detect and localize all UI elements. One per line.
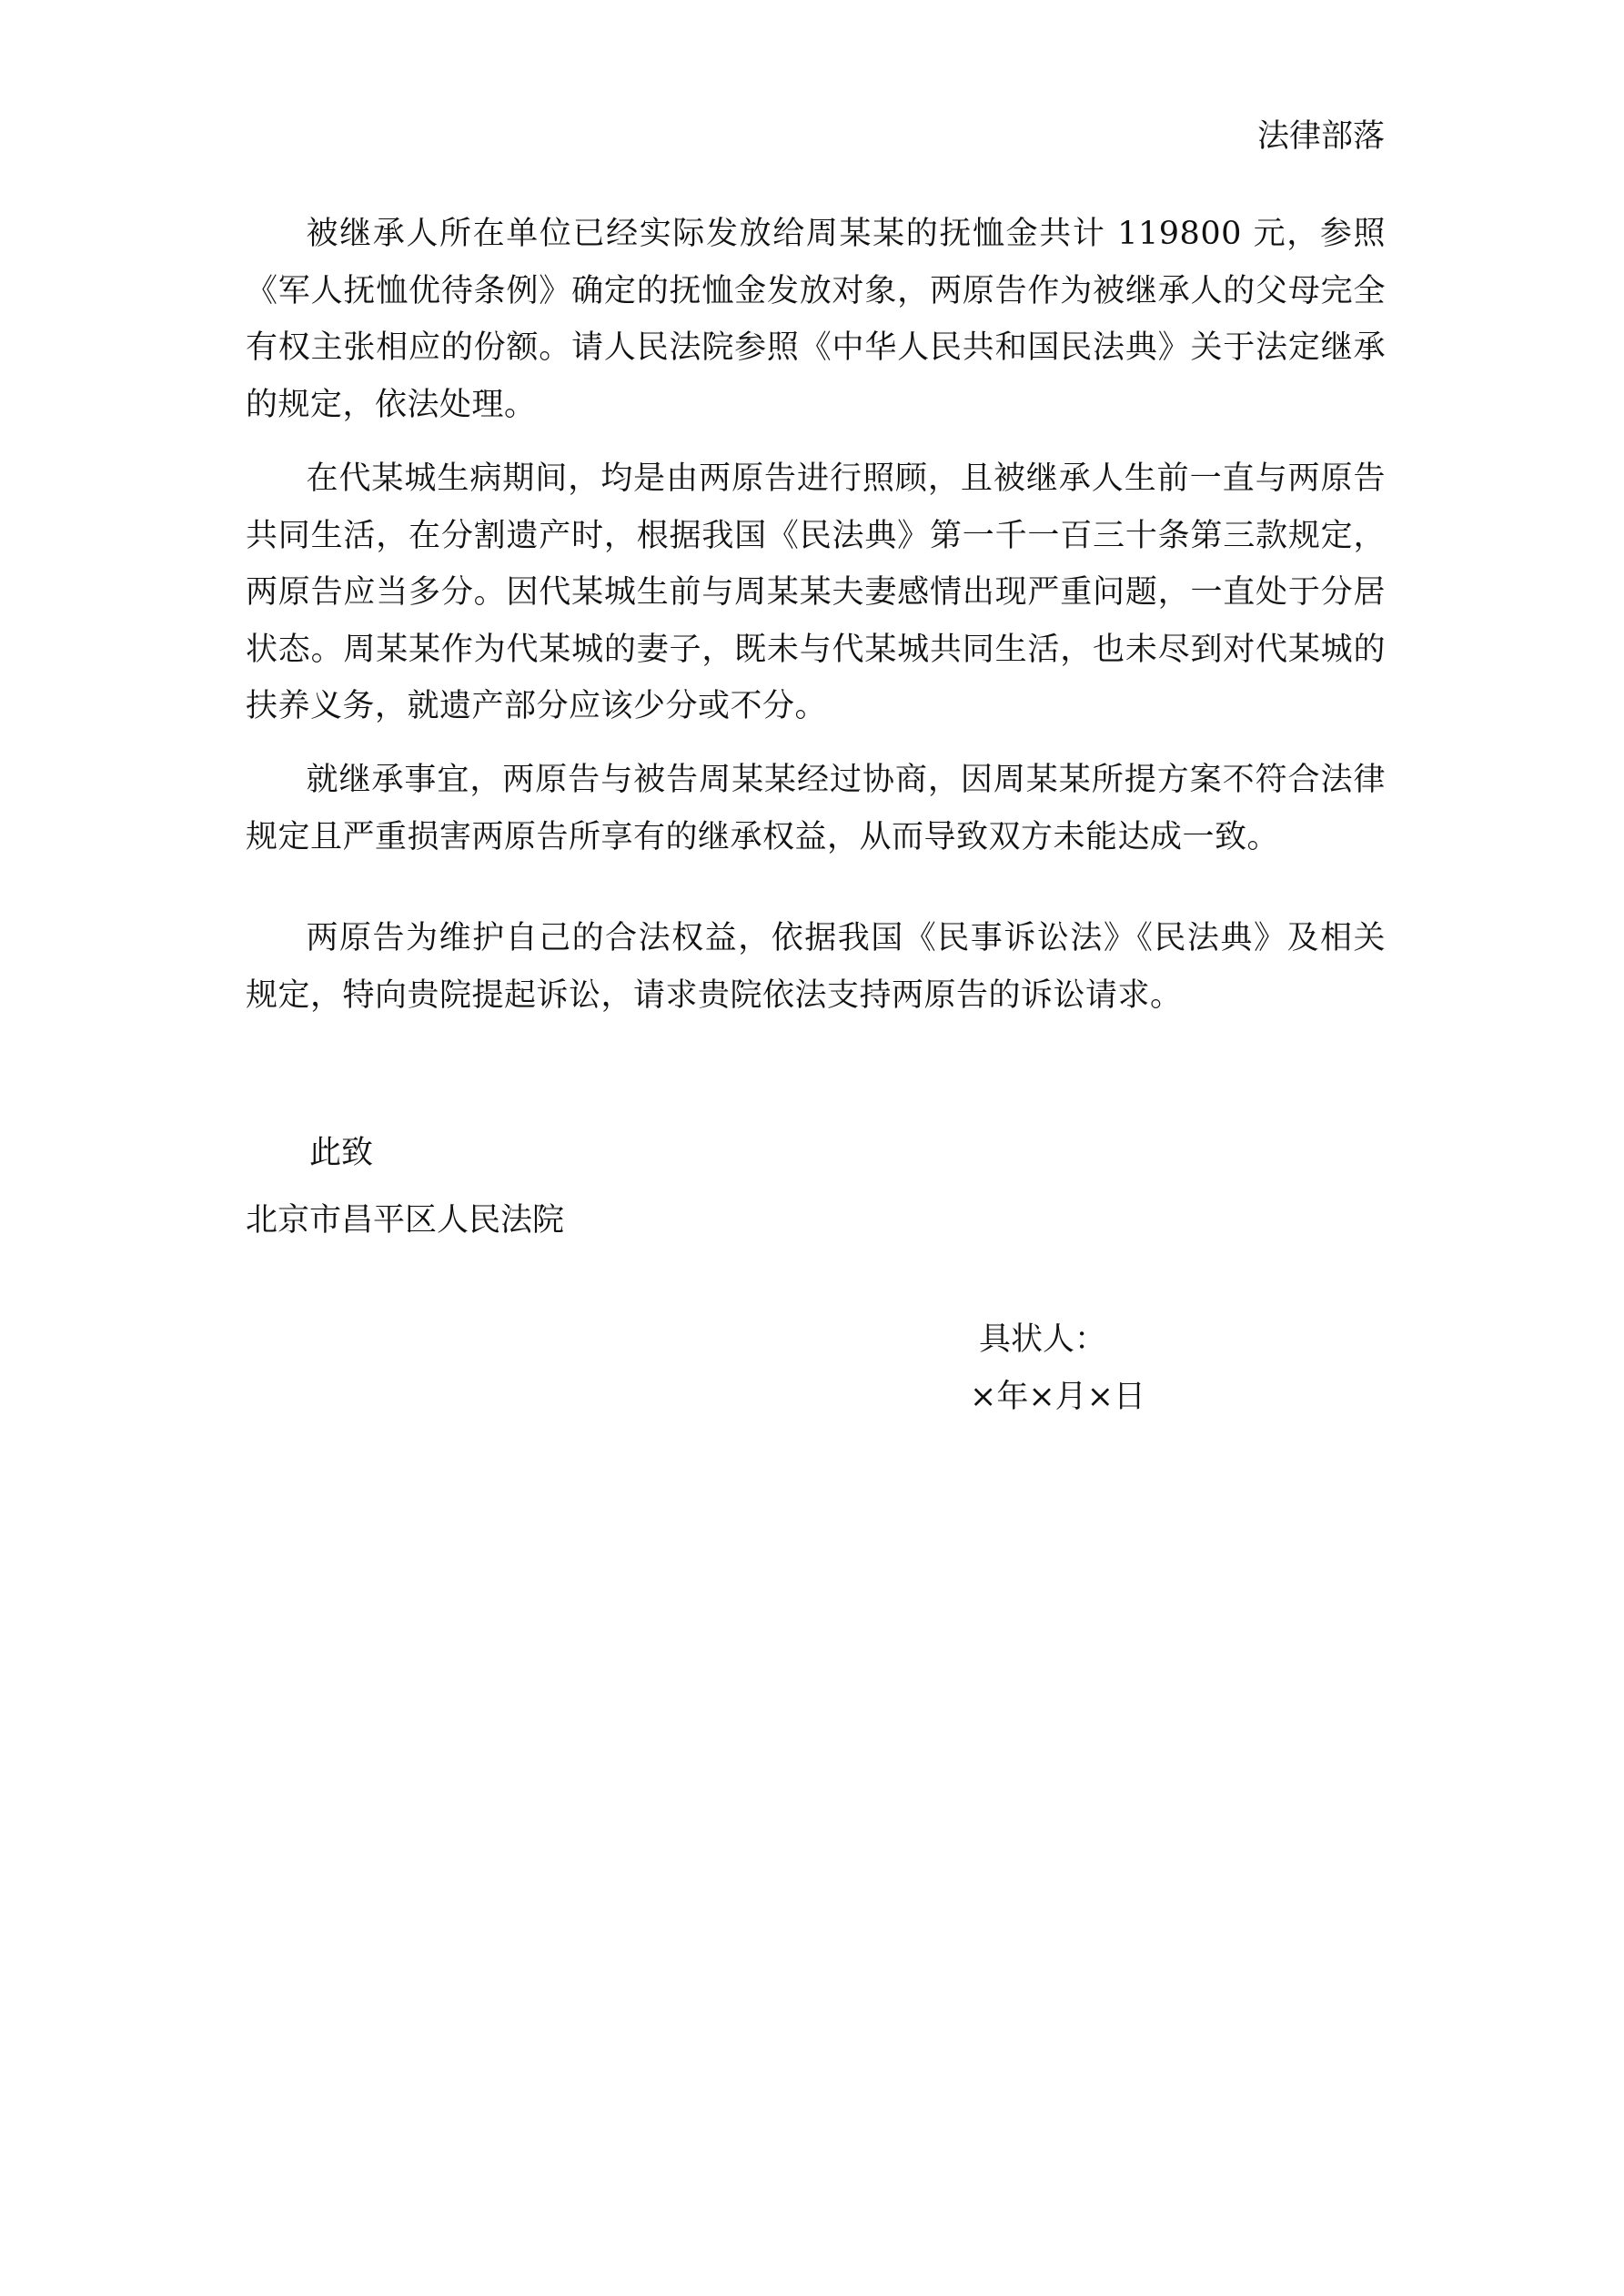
signer-label: 具状人： bbox=[979, 1321, 1107, 1358]
source-watermark-text: 法律部落 bbox=[1256, 118, 1385, 155]
date-line: ×年×月×日 bbox=[970, 1379, 1145, 1415]
court-name: 北京市昌平区人民法院 bbox=[246, 1202, 565, 1239]
paragraph-lawsuit-request: 两原告为维护自己的合法权益，依据我国《民事诉讼法》《民法典》及相关规定，特向贵院提起诉讼，请求贵院依法支持两原告的诉讼请求。 bbox=[246, 920, 1386, 1014]
salutation: 此致 bbox=[309, 1135, 374, 1171]
paragraph-compensation: 被继承人所在单位已经实际发放给周某某的抚恤金共计 119800 元，参照《军人抚恤优待条例》确定的抚恤金发放对象，两原告作为被继承人的父母完全有权主张相应的份额。请人民法院参照《中华人民共和国民法典》关于法定继承的规定，依法处理。 bbox=[246, 216, 1386, 423]
paragraph-negotiation: 就继承事宜，两原告与被告周某某经过协商，因周某某所提方案不符合法律规定且严重损害两原告所享有的继承权益，从而导致双方未能达成一致。 bbox=[246, 762, 1386, 855]
paragraph-care-and-distribution: 在代某城生病期间，均是由两原告进行照顾，且被继承人生前一直与两原告共同生活，在分割遗产时，根据我国《民法典》第一千一百三十条第三款规定，两原告应当多分。因代某城生前与周某某夫妻感情出现严重问题，一直处于分居状态。周某某作为代某城的妻子，既未与代某城共同生活，也未尽到对代某城的扶养义务，就遗产部分应该少分或不分。 bbox=[246, 460, 1386, 724]
